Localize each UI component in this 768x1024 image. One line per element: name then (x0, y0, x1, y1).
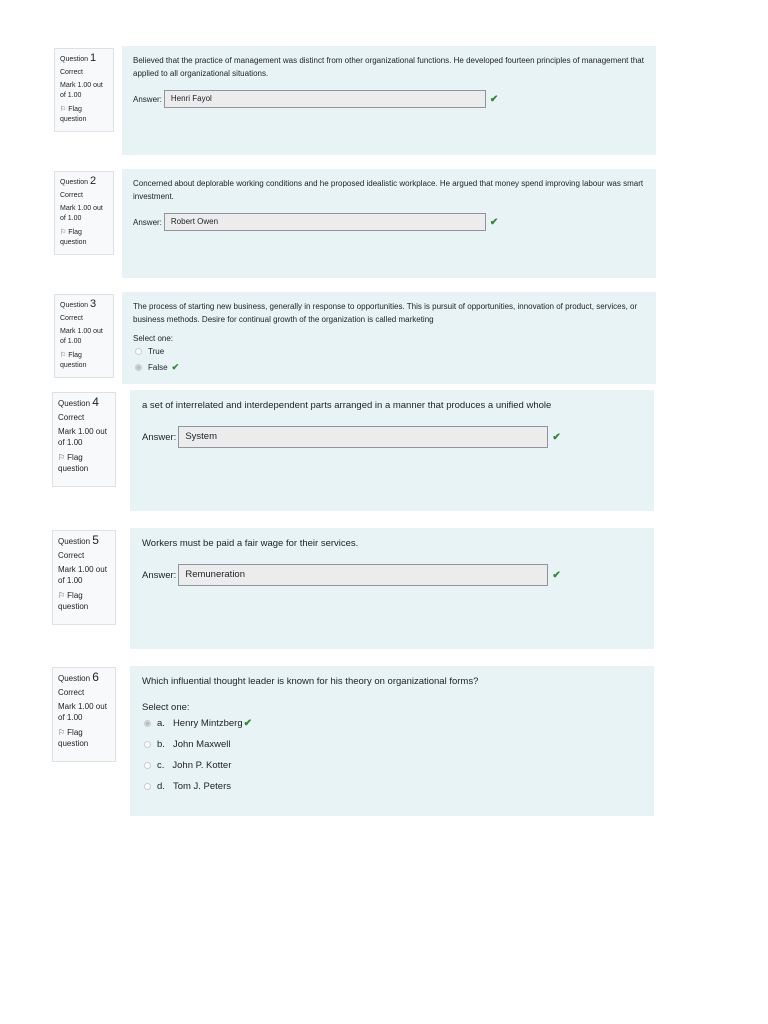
question-text: Workers must be paid a fair wage for their services. (142, 538, 359, 549)
question-number: Question 5 (58, 533, 99, 547)
question-text: Which influential thought leader is known for his theory on organizational forms? (142, 676, 479, 687)
option-label: John P. Kotter (172, 760, 232, 771)
option-label: False (148, 362, 168, 372)
option-label: True (148, 346, 165, 356)
option-letter: d. (157, 781, 165, 792)
question-state: Correct (60, 192, 83, 199)
question-text: The process of starting new business, generally in response to opportunities. This is pursuit of opportunities, innovation of product, services, or business methods. Desire for continual growth of the organization is called marketing (133, 302, 638, 324)
question-content-1 (122, 46, 656, 155)
answer-field[interactable]: Henri Fayol (164, 90, 486, 108)
radio-button[interactable] (135, 348, 142, 355)
option-letter: b. (157, 739, 165, 750)
question-grade: Mark 1.00 out of 1.00 (60, 328, 103, 345)
radio-button[interactable] (144, 741, 151, 748)
correct-check-icon: ✔ (489, 216, 499, 228)
question-number: Question 4 (58, 395, 99, 409)
radio-button-selected[interactable] (144, 720, 151, 727)
flag-icon: ⚐ (60, 352, 67, 359)
flag-icon: ⚐ (58, 453, 66, 462)
flag-icon: ⚐ (58, 591, 66, 600)
flag-icon: ⚐ (60, 106, 67, 113)
answer-label: Answer: (133, 94, 162, 104)
correct-check-icon: ✔ (489, 93, 499, 105)
question-content-2 (122, 169, 656, 278)
flag-question-link[interactable]: ⚐ Flag question (58, 728, 89, 748)
question-grade: Mark 1.00 out of 1.00 (60, 82, 103, 99)
option-a[interactable] (142, 713, 642, 734)
question-grade: Mark 1.00 out of 1.00 (58, 565, 107, 585)
radio-button-selected[interactable] (135, 364, 142, 371)
answer-field[interactable]: Robert Owen (164, 213, 486, 231)
flag-question-link[interactable]: ⚐ Flag question (60, 106, 87, 123)
question-state: Correct (60, 69, 83, 76)
flag-question-link[interactable]: ⚐ Flag question (58, 453, 89, 473)
select-one-label: Select one: (133, 334, 174, 343)
flag-question-link[interactable]: ⚐ Flag question (60, 352, 87, 369)
correct-check-icon: ✔ (243, 718, 253, 729)
option-c[interactable] (142, 755, 642, 776)
answer-label: Answer: (142, 431, 177, 443)
option-false[interactable] (133, 359, 645, 375)
question-content-5 (130, 528, 654, 649)
option-label: Tom J. Peters (172, 781, 232, 792)
question-number: Question 1 (60, 52, 97, 64)
flag-icon: ⚐ (60, 229, 67, 236)
correct-check-icon: ✔ (552, 569, 561, 581)
option-b[interactable] (142, 734, 642, 755)
question-text: Concerned about deplorable working conditions and he proposed idealistic workplace. He argued that money spend improving labour was smart investment. (133, 179, 644, 201)
question-info-2 (54, 171, 114, 255)
correct-check-icon: ✔ (552, 431, 561, 443)
flag-question-link[interactable]: ⚐ Flag question (60, 229, 87, 246)
option-label: Henry Mintzberg (172, 718, 243, 729)
question-content-4 (130, 390, 654, 511)
option-label: John Maxwell (172, 739, 231, 750)
option-true[interactable] (133, 343, 645, 359)
answer-field[interactable]: System (178, 426, 548, 448)
question-number: Question 2 (60, 175, 97, 187)
radio-button[interactable] (144, 762, 151, 769)
question-number: Question 6 (58, 670, 99, 684)
question-text: a set of interrelated and interdependent parts arranged in a manner that produces a unified whole (142, 400, 552, 411)
question-state: Correct (58, 688, 85, 697)
radio-button[interactable] (144, 783, 151, 790)
question-grade: Mark 1.00 out of 1.00 (60, 205, 103, 222)
question-info-3 (54, 294, 114, 378)
select-one-label: Select one: (142, 702, 190, 713)
answer-field[interactable]: Remuneration (178, 564, 548, 586)
option-letter: a. (157, 718, 165, 729)
answer-label: Answer: (133, 217, 162, 227)
question-content-6 (130, 666, 654, 816)
question-state: Correct (58, 413, 85, 422)
question-number: Question 3 (60, 298, 97, 310)
question-content-3 (122, 292, 656, 384)
question-text: Believed that the practice of management was distinct from other organizational functions. He developed fourteen principles of management that applied to all organizational situations. (133, 56, 644, 78)
question-state: Correct (60, 315, 83, 322)
flag-question-link[interactable]: ⚐ Flag question (58, 591, 89, 611)
question-info-1 (54, 48, 114, 132)
option-letter: c. (157, 760, 165, 771)
question-grade: Mark 1.00 out of 1.00 (58, 702, 107, 722)
answer-label: Answer: (142, 569, 177, 581)
question-state: Correct (58, 551, 85, 560)
question-grade: Mark 1.00 out of 1.00 (58, 427, 107, 447)
option-d[interactable] (142, 776, 642, 797)
question-info-5 (52, 530, 116, 625)
question-info-4 (52, 392, 116, 487)
flag-icon: ⚐ (58, 728, 66, 737)
correct-check-icon: ✔ (171, 361, 180, 372)
question-info-6 (52, 667, 116, 762)
